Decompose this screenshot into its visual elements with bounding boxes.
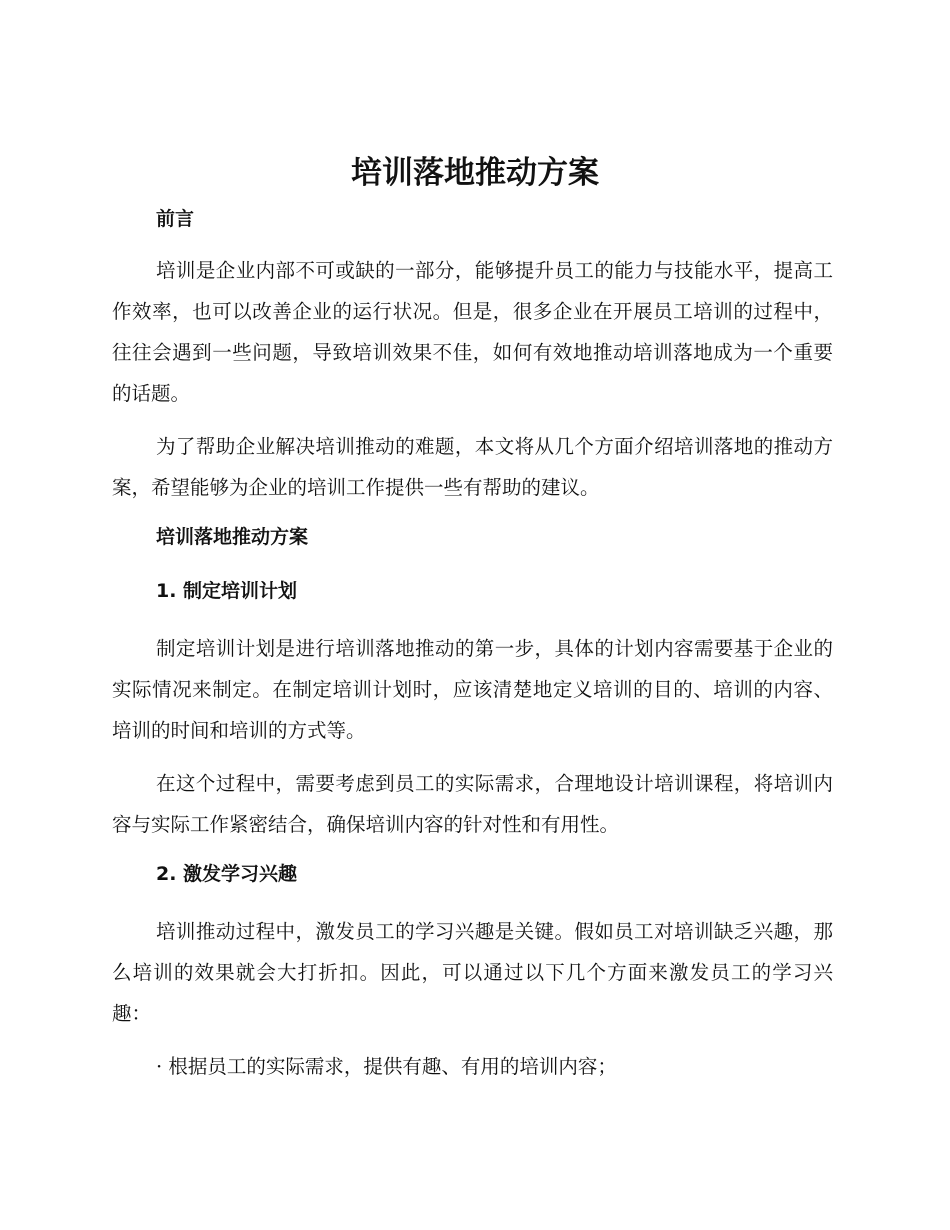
section-1-heading: 1. 制定培训计划 [156, 580, 298, 602]
section-2-bullet-1: · 根据员工的实际需求，提供有趣、有用的培训内容； [156, 1055, 617, 1078]
document-body [112, 202, 833, 1099]
section-2-paragraph-1: 培训推动过程中，激发员工的学习兴趣是关键。假如员工对培训缺乏兴趣，那么培训的效果就会大打折扣。因此，可以通过以下几个方面来激发员工的学习兴趣： [112, 920, 833, 1025]
document-title: 培训落地推动方案 [351, 155, 599, 191]
preface-paragraph-2: 为了帮助企业解决培训推动的难题，本文将从几个方面介绍培训落地的推动方案，希望能够为企业的培训工作提供一些有帮助的建议。 [112, 435, 833, 499]
section-2-heading: 2. 激发学习兴趣 [156, 863, 298, 885]
section-1-paragraph-2: 在这个过程中，需要考虑到员工的实际需求，合理地设计培训课程，将培训内容与实际工作紧密结合，确保培训内容的针对性和有用性。 [112, 772, 833, 836]
preface-heading: 前言 [156, 208, 195, 230]
preface-paragraph-1: 培训是企业内部不可或缺的一部分，能够提升员工的能力与技能水平，提高工作效率，也可以改善企业的运行状况。但是，很多企业在开展员工培训的过程中，往往会遇到一些问题，导致培训效果不佳，如何有效地推动培训落地成为一个重要的话题。 [112, 259, 833, 405]
plan-heading: 培训落地推动方案 [156, 526, 309, 548]
section-1-paragraph-1: 制定培训计划是进行培训落地推动的第一步，具体的计划内容需要基于企业的实际情况来制定。在制定培训计划时，应该清楚地定义培训的目的、培训的内容、培训的时间和培训的方式等。 [112, 637, 833, 742]
